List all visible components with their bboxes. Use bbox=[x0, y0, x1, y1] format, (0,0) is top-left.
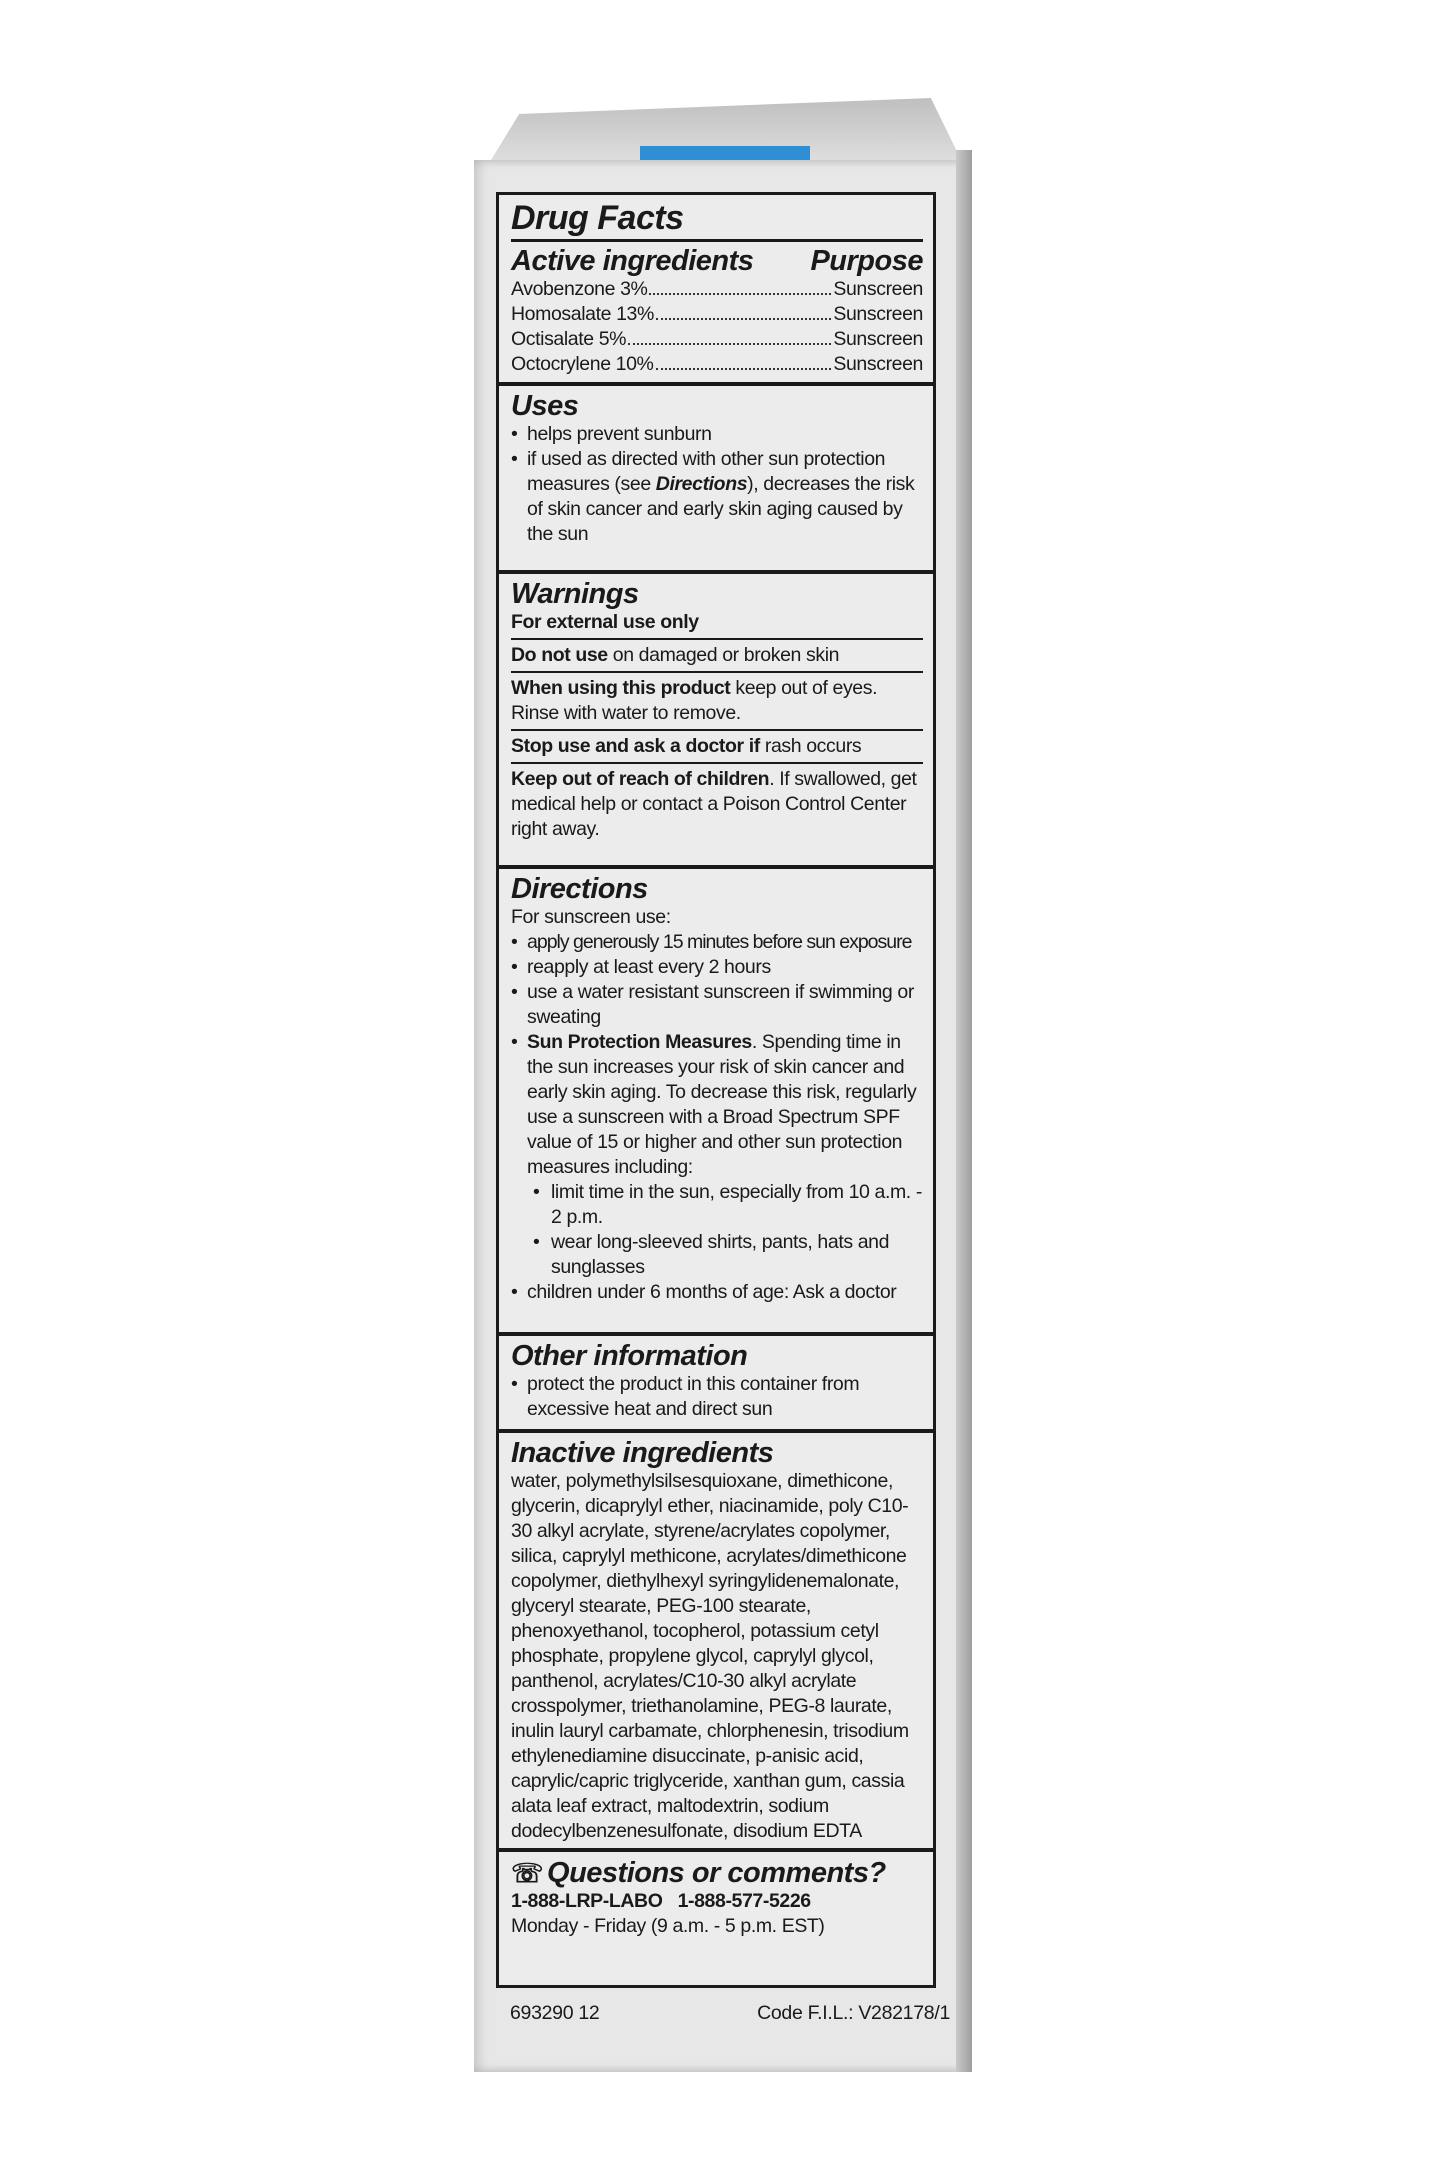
directions-title: Directions bbox=[511, 873, 648, 905]
list-item: • reapply at least every 2 hours bbox=[511, 955, 923, 980]
box-footer bbox=[510, 2002, 950, 2025]
list-item: • use a water resistant sunscreen if swimming or sweating bbox=[511, 980, 923, 1030]
other-information-title: Other information bbox=[511, 1340, 748, 1372]
external-use-note: For external use only bbox=[511, 611, 699, 633]
other-information-section bbox=[499, 1336, 933, 1422]
questions-title: Questions or comments? bbox=[547, 1857, 886, 1889]
active-row: Homosalate 13% Sunscreen bbox=[511, 303, 923, 325]
phone-icon: ☏ bbox=[511, 1858, 544, 1888]
list-item: • Sun Protection Measures. Spending time in the sun increases your risk of skin cancer and early skin aging. To decrease this risk, regularly use a sunscreen with a Broad Spectrum SPF value of 15 or higher and other sun protection measures including: bbox=[511, 1030, 923, 1180]
active-ingredients-section bbox=[499, 195, 933, 377]
purpose-heading: Purpose bbox=[810, 245, 923, 277]
box-edge-shadow bbox=[956, 150, 972, 2072]
phone-numbers: 1-888-LRP-LABO 1-888-577-5226 bbox=[511, 1890, 811, 1912]
lot-number: 693290 12 bbox=[510, 2002, 600, 2024]
keep-out-of-reach: Keep out of reach of children. If swallowed, get medical help or contact a Poison Control Center right away. bbox=[511, 768, 917, 840]
warnings-section bbox=[499, 574, 933, 842]
active-row: Octocrylene 10% Sunscreen bbox=[511, 353, 923, 375]
directions-section bbox=[499, 869, 933, 1305]
directions-intro: For sunscreen use: bbox=[511, 906, 671, 928]
active-ingredients-heading: Active ingredients bbox=[511, 245, 754, 277]
drug-facts-panel bbox=[496, 192, 936, 1988]
list-item: • protect the product in this container from excessive heat and direct sun bbox=[511, 1372, 923, 1422]
office-hours: Monday - Friday (9 a.m. - 5 p.m. EST) bbox=[511, 1915, 825, 1937]
list-item: • children under 6 months of age: Ask a doctor bbox=[511, 1280, 923, 1305]
sub-list-item: • limit time in the sun, especially from 10 a.m. - 2 p.m. bbox=[511, 1180, 923, 1230]
uses-title: Uses bbox=[511, 390, 579, 422]
stop-use: Stop use and ask a doctor if rash occurs bbox=[511, 735, 862, 757]
warnings-title: Warnings bbox=[511, 578, 639, 610]
do-not-use: Do not use on damaged or broken skin bbox=[511, 644, 840, 666]
inactive-ingredients-section bbox=[499, 1433, 933, 1844]
inactive-ingredients-title: Inactive ingredients bbox=[511, 1437, 774, 1469]
list-item: • helps prevent sunburn bbox=[511, 422, 923, 447]
questions-section bbox=[499, 1853, 933, 1939]
code-fil: Code F.I.L.: V282178/1 bbox=[757, 2002, 950, 2024]
when-using: When using this product keep out of eyes. Rinse with water to remove. bbox=[511, 677, 878, 724]
uses-section bbox=[499, 386, 933, 547]
list-item: • apply generously 15 minutes before sun exposure bbox=[511, 930, 923, 955]
drug-facts-title: Drug Facts bbox=[511, 199, 684, 237]
list-item: • if used as directed with other sun protection measures (see Directions), decreases the risk of skin cancer and early skin aging caused by the sun bbox=[511, 447, 923, 547]
sub-list-item: • wear long-sleeved shirts, pants, hats and sunglasses bbox=[511, 1230, 923, 1280]
inactive-ingredients-list: water, polymethylsilsesquioxane, dimethicone, glycerin, dicaprylyl ether, niacinamide, poly C10-30 alkyl acrylate, styrene/acrylates copolymer, silica, caprylyl methicone, acrylates/dimethicone copolymer, diethylhexyl syringylidenemalonate, glyceryl stearate, PEG-100 stearate, phenoxyethanol, tocopherol, potassium cetyl phosphate, propylene glycol, caprylyl glycol, panthenol, acrylates/C10-30 alkyl acrylate crosspolymer, triethanolamine, PEG-8 laurate, inulin lauryl carbamate, chlorphenesin, trisodium ethylenediamine disuccinate, p-anisic acid, caprylic/capric triglyceride, xanthan gum, cassia alata leaf extract, maltodextrin, sodium dodecylbenzenesulfonate, disodium EDTA bbox=[511, 1470, 909, 1842]
active-row: Avobenzone 3% Sunscreen bbox=[511, 278, 923, 300]
active-row: Octisalate 5% Sunscreen bbox=[511, 328, 923, 350]
